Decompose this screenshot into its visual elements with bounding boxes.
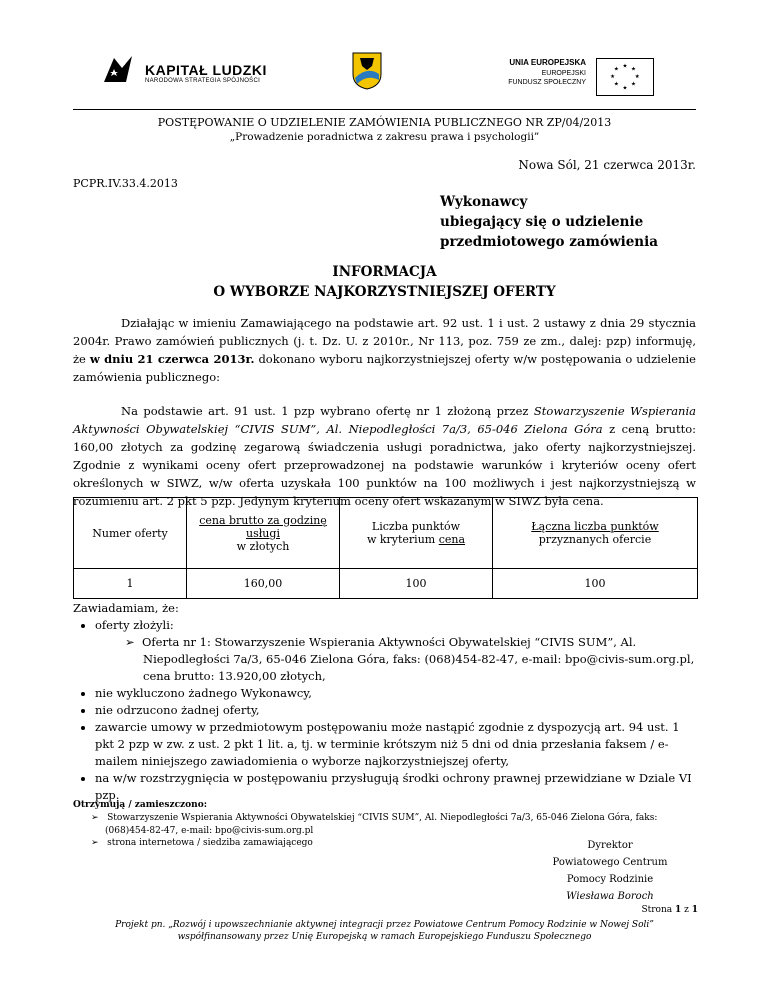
list-item: • nie wykluczono żadnego Wykonawcy, <box>95 685 696 702</box>
footer-line: współfinansowany przez Unię Europejską w ramach Europejskiego Funduszu Społecznego <box>177 932 592 942</box>
svg-text:★: ★ <box>613 81 620 88</box>
svg-text:★: ★ <box>630 66 637 73</box>
svg-text:★: ★ <box>613 66 620 73</box>
signature-org: Pomocy Rodzinie <box>566 874 654 885</box>
svg-text:★: ★ <box>634 73 640 80</box>
list-item: • nie odrzucono żadnej oferty, <box>95 702 696 719</box>
signature-block <box>520 837 700 888</box>
sub-list-item: ➢ Oferta nr 1: Stowarzyszenie Wspierania Aktywności Obywatelskiej “CIVIS SUM”, Al. Niepodległości 7a/3, 65-046 Zielona Góra, faks: (068)454-82-47, e-mail: bpo@civis-sum.org.pl, cena brutto: 13.920,00 złotych, <box>125 635 695 683</box>
signatory-name: Wiesława Boroch <box>566 891 654 902</box>
cell-total-points: 100 <box>493 569 698 599</box>
offers-table <box>73 497 698 599</box>
notification-intro: Zawiadamiam, że: <box>73 601 179 615</box>
svg-text:★: ★ <box>622 85 628 92</box>
recipients-heading: Otrzymują / zamieszczono: <box>73 800 208 810</box>
paragraph-legal-basis <box>73 314 696 386</box>
list-item: • oferty złożyli: ➢ Oferta nr 1: Stowarzyszenie Wspierania Aktywności Obywatelskiej “CIVIS SUM”, Al. Niepodległości 7a/3, 65-046 Zielona Góra, faks: (068)454-82-47, e-mail: bpo@civis-sum.org.pl, cena brutto: 13.920,00 złotych, <box>95 617 696 685</box>
esf-label-line1: EUROPEJSKI <box>541 70 586 77</box>
header-price: cena brutto za godzinę usługi w złotych <box>187 498 340 569</box>
header-points-price: Liczba punktów w kryterium cena <box>340 498 493 569</box>
para1-date: w dniu 21 czerwca 2013r. <box>89 352 255 366</box>
esf-label-line2: FUNDUSZ SPOŁECZNY <box>508 79 586 86</box>
project-footer <box>73 919 696 943</box>
signature-title: Dyrektor <box>587 840 633 851</box>
kapital-ludzki-subtitle: NARODOWA STRATEGIA SPÓJNOŚCI <box>145 78 261 84</box>
title-line: INFORMACJA <box>332 264 437 280</box>
cell-price: 160,00 <box>187 569 340 599</box>
coat-of-arms-icon <box>352 52 382 90</box>
cell-offer-number: 1 <box>74 569 187 599</box>
addressee-line: Wykonawcy <box>440 194 528 210</box>
eu-label: UNIA EUROPEJSKA <box>509 58 586 67</box>
addressee-line: ubiegający się o udzielenie <box>440 214 644 230</box>
header-total-points: Łączna liczba punktów przyznanych ofercie <box>493 498 698 569</box>
page-number: Strona 1 z 1 <box>641 905 698 915</box>
header-offer-number: Numer oferty <box>74 498 187 569</box>
table-header-row <box>74 498 698 569</box>
paragraph-selected-offer <box>73 402 696 510</box>
eu-flag-icon <box>596 58 654 96</box>
header-divider <box>73 109 696 110</box>
reference-number: PCPR.IV.33.4.2013 <box>73 177 178 190</box>
para2-contractor: Stowarzyszenie Wspierania Aktywności Obywatelskiej “CIVIS SUM”, Al. Niepodległości 7a/3, 65-046 Zielona Góra <box>73 404 696 436</box>
cell-points-price: 100 <box>340 569 493 599</box>
addressee <box>440 192 658 252</box>
recipient-item: ➢ Stowarzyszenie Wspierania Aktywności Obywatelskiej “CIVIS SUM”, Al. Niepodległości 7a/3, 65-046 Zielona Góra, faks: (068)454-82-47, e-mail: bpo@civis-sum.org.pl <box>91 813 658 836</box>
footer-line: Projekt pn. „Rozwój i upowszechnianie aktywnej integracji przez Powiatowe Centrum Pomocy Rodzinie w Nowej Soli” <box>115 920 654 930</box>
kapital-ludzki-logo-icon <box>100 52 136 88</box>
signature-org: Powiatowego Centrum <box>552 857 668 868</box>
svg-text:★: ★ <box>630 81 637 88</box>
svg-text:★: ★ <box>610 73 616 80</box>
title-line: O WYBORZE NAJKORZYSTNIEJSZEJ OFERTY <box>213 284 556 300</box>
kapital-ludzki-title: KAPITAŁ LUDZKI <box>145 62 267 78</box>
notification-list <box>73 600 696 804</box>
document-date: Nowa Sól, 21 czerwca 2013r. <box>518 158 696 172</box>
list-item: • na w/w rozstrzygnięcia w postępowaniu przysługują środki ochrony prawnej przewidziane w Dziale VI pzp. <box>95 770 696 804</box>
document-title <box>73 262 696 302</box>
list-item: • zawarcie umowy w przedmiotowym postępowaniu może nastąpić zgodnie z dyspozycją art. 94 ust. 1 pkt 2 pzp w zw. z ust. 2 pkt 1 lit. a, tj. w terminie krótszym niż 5 dni od dnia przesłania faksem / e-mailem niniejszego zawiadomienia o wyborze najkorzystniejszej oferty, <box>95 719 696 770</box>
para2-text: Na podstawie art. 91 ust. 1 pzp wybrano ofertę nr 1 złożoną przez <box>121 404 534 418</box>
addressee-line: przedmiotowego zamówienia <box>440 234 658 250</box>
procedure-number: POSTĘPOWANIE O UDZIELENIE ZAMÓWIENIA PUBLICZNEGO NR ZP/04/2013 <box>157 116 612 129</box>
para1-text-end: dokonano wyboru najkorzystniejszej oferty w/w postępowania o udzielenie zamówienia publicznego: <box>73 352 696 384</box>
procedure-subject: „Prowadzenie poradnictwa z zakresu prawa i psychologii” <box>229 131 540 143</box>
table-row <box>74 569 698 599</box>
recipient-item: ➢ strona internetowa / siedziba zamawiającego <box>91 838 313 848</box>
para2-text-end: z ceną brutto: 160,00 złotych za godzinę zegarową świadczenia usługi poradnictwa, jako oferty najkorzystniejszej. Zgodnie z wynikami oceny ofert przeprowadzonej na podstawie warunków i kryteriów oceny ofert określonych w SIWZ, w/w oferta uzyskała 100 punktów na 100 możliwych i jest najkorzystniejszą w rozumieniu art. 2 pkt 5 pzp. Jedynym kryterium oceny ofert wskazanym w SIWZ była cena. <box>73 422 696 508</box>
para1-text: Działając w imieniu Zamawiającego na podstawie art. 92 ust. 1 i ust. 2 ustawy z dnia 29 stycznia 2004r. Prawo zamówień publicznych (j. t. Dz. U. z 2010r., Nr 113, poz. 759 ze zm., dalej: pzp) informuję, że <box>73 316 696 366</box>
svg-text:★: ★ <box>622 63 628 70</box>
